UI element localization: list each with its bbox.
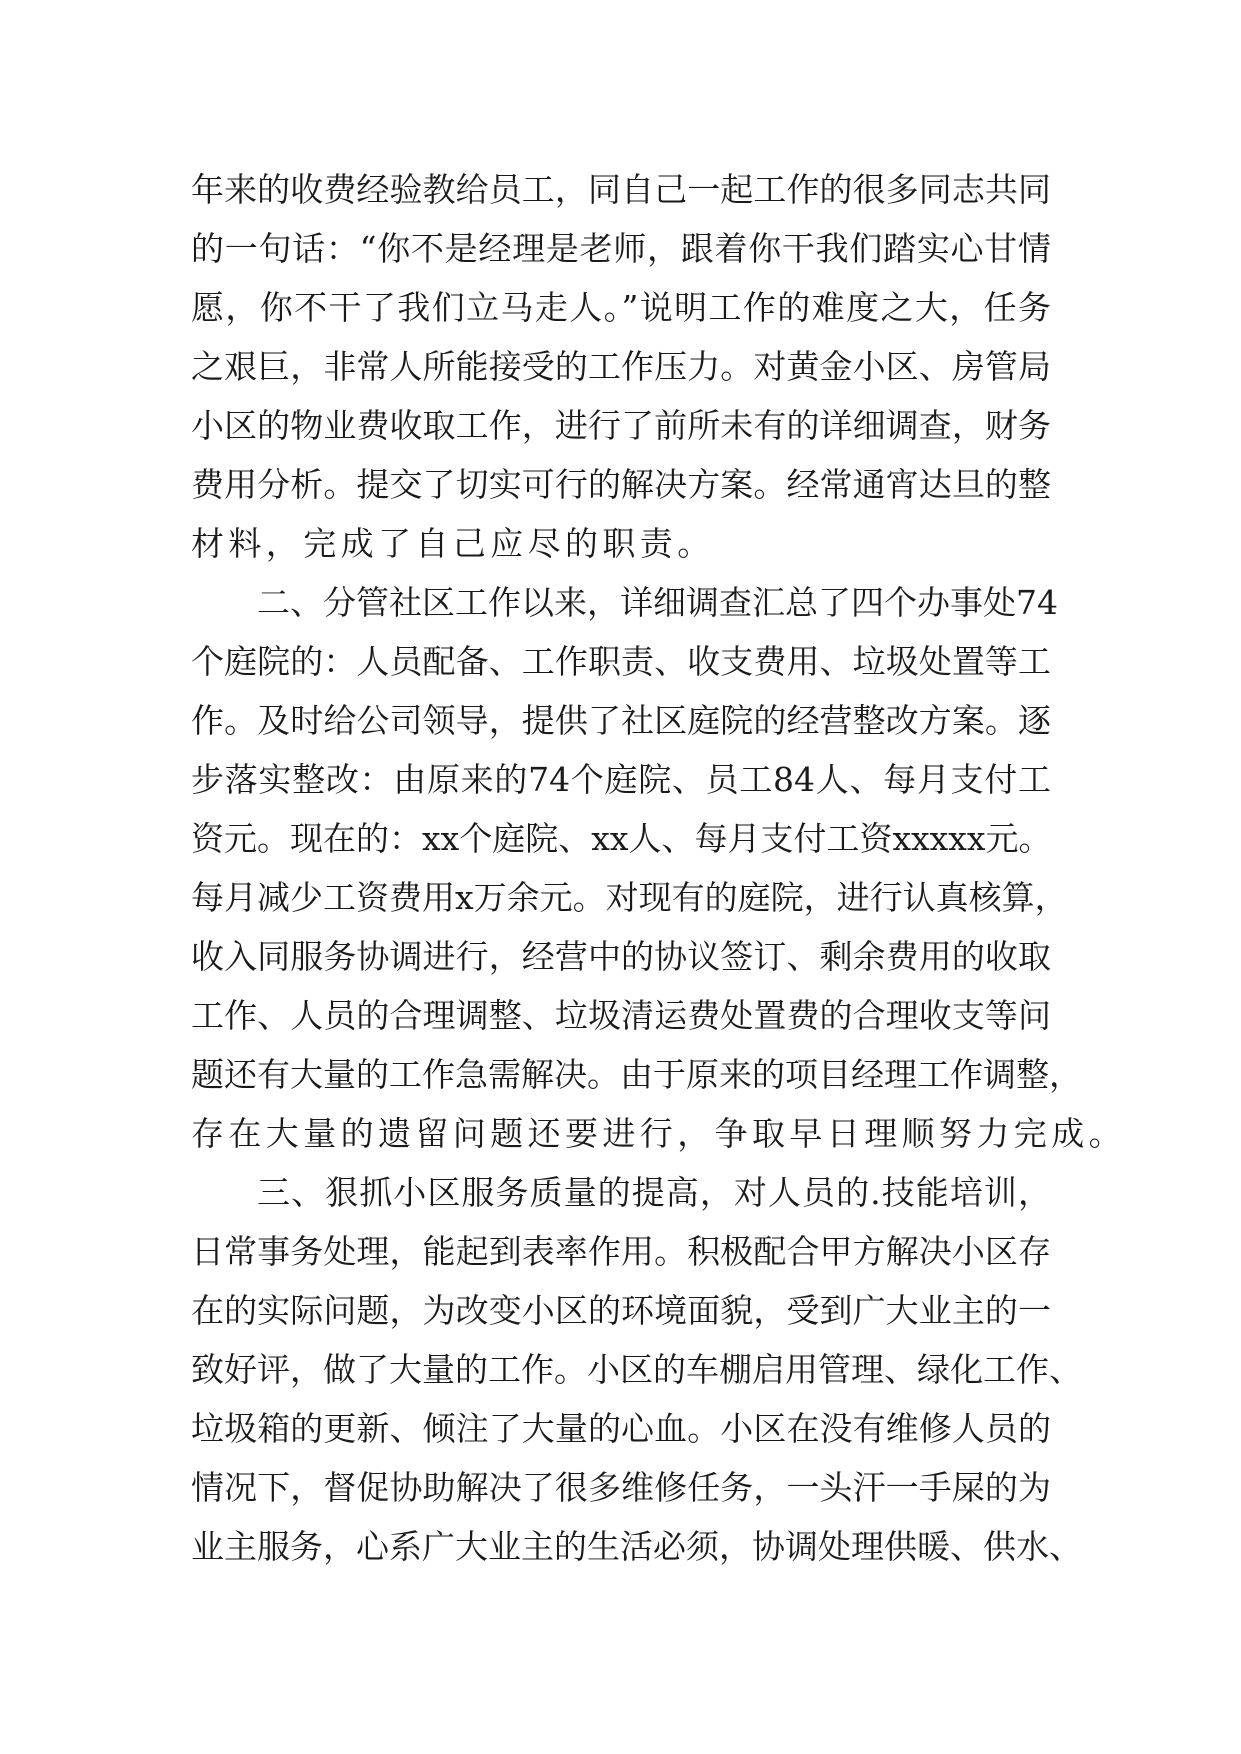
text-line: 材料，完成了自己应尽的职责。 xyxy=(191,524,715,563)
text-line: 每月减少工资费用x万余元。对现有的庭院，进行认真核算， xyxy=(191,878,1068,917)
text-line: 业主服务，心系广大业主的生活必须，协调处理供暖、供水、 xyxy=(191,1527,1082,1566)
text-line: 的一句话：“你不是经理是老师，跟着你干我们踏实心甘情 xyxy=(191,229,1051,268)
text-line: 小区的物业费收取工作，进行了前所未有的详细调查，财务 xyxy=(191,406,1051,445)
text-line: 存在大量的遗留问题还要进行，争取早日理顺努力完成。 xyxy=(191,1114,1126,1153)
text-line: 题还有大量的工作急需解决。由于原来的项目经理工作调整， xyxy=(191,1055,1082,1094)
text-line: 日常事务处理，能起到表率作用。积极配合甲方解决小区存 xyxy=(191,1232,1051,1271)
text-line: 费用分析。提交了切实可行的解决方案。经常通宵达旦的整 xyxy=(191,465,1051,504)
text-line: 年来的收费经验教给员工，同自己一起工作的很多同志共同 xyxy=(191,170,1051,209)
text-line: 致好评，做了大量的工作。小区的车棚启用管理、绿化工作、 xyxy=(191,1350,1082,1389)
text-line: 工作、人员的合理调整、垃圾清运费处置费的合理收支等问 xyxy=(191,996,1051,1035)
text-line: 情况下，督促协助解决了很多维修任务，一头汗一手屎的为 xyxy=(191,1468,1051,1507)
text-line: 作。及时给公司领导，提供了社区庭院的经营整改方案。逐 xyxy=(191,701,1051,740)
text-line: 愿，你不干了我们立马走人。”说明工作的难度之大，任务 xyxy=(191,288,1051,327)
paragraph-start-line: 三、狠抓小区服务质量的提高，对人员的.技能培训， xyxy=(257,1173,1051,1212)
text-line: 收入同服务协调进行，经营中的协议签订、剩余费用的收取 xyxy=(191,937,1051,976)
body-text xyxy=(191,160,1126,1576)
paragraph-start-line: 二、分管社区工作以来，详细调查汇总了四个办事处74 xyxy=(257,583,1058,622)
text-line: 之艰巨，非常人所能接受的工作压力。对黄金小区、房管局 xyxy=(191,347,1051,386)
text-line: 垃圾箱的更新、倾注了大量的心血。小区在没有维修人员的 xyxy=(191,1409,1051,1448)
text-line: 资元。现在的：xx个庭院、xx人、每月支付工资xxxxx元。 xyxy=(191,819,1052,858)
text-line: 步落实整改：由原来的74个庭院、员工84人、每月支付工 xyxy=(191,760,1051,799)
text-line: 在的实际问题，为改变小区的环境面貌，受到广大业主的一 xyxy=(191,1291,1051,1330)
text-line: 个庭院的：人员配备、工作职责、收支费用、垃圾处置等工 xyxy=(191,642,1051,681)
